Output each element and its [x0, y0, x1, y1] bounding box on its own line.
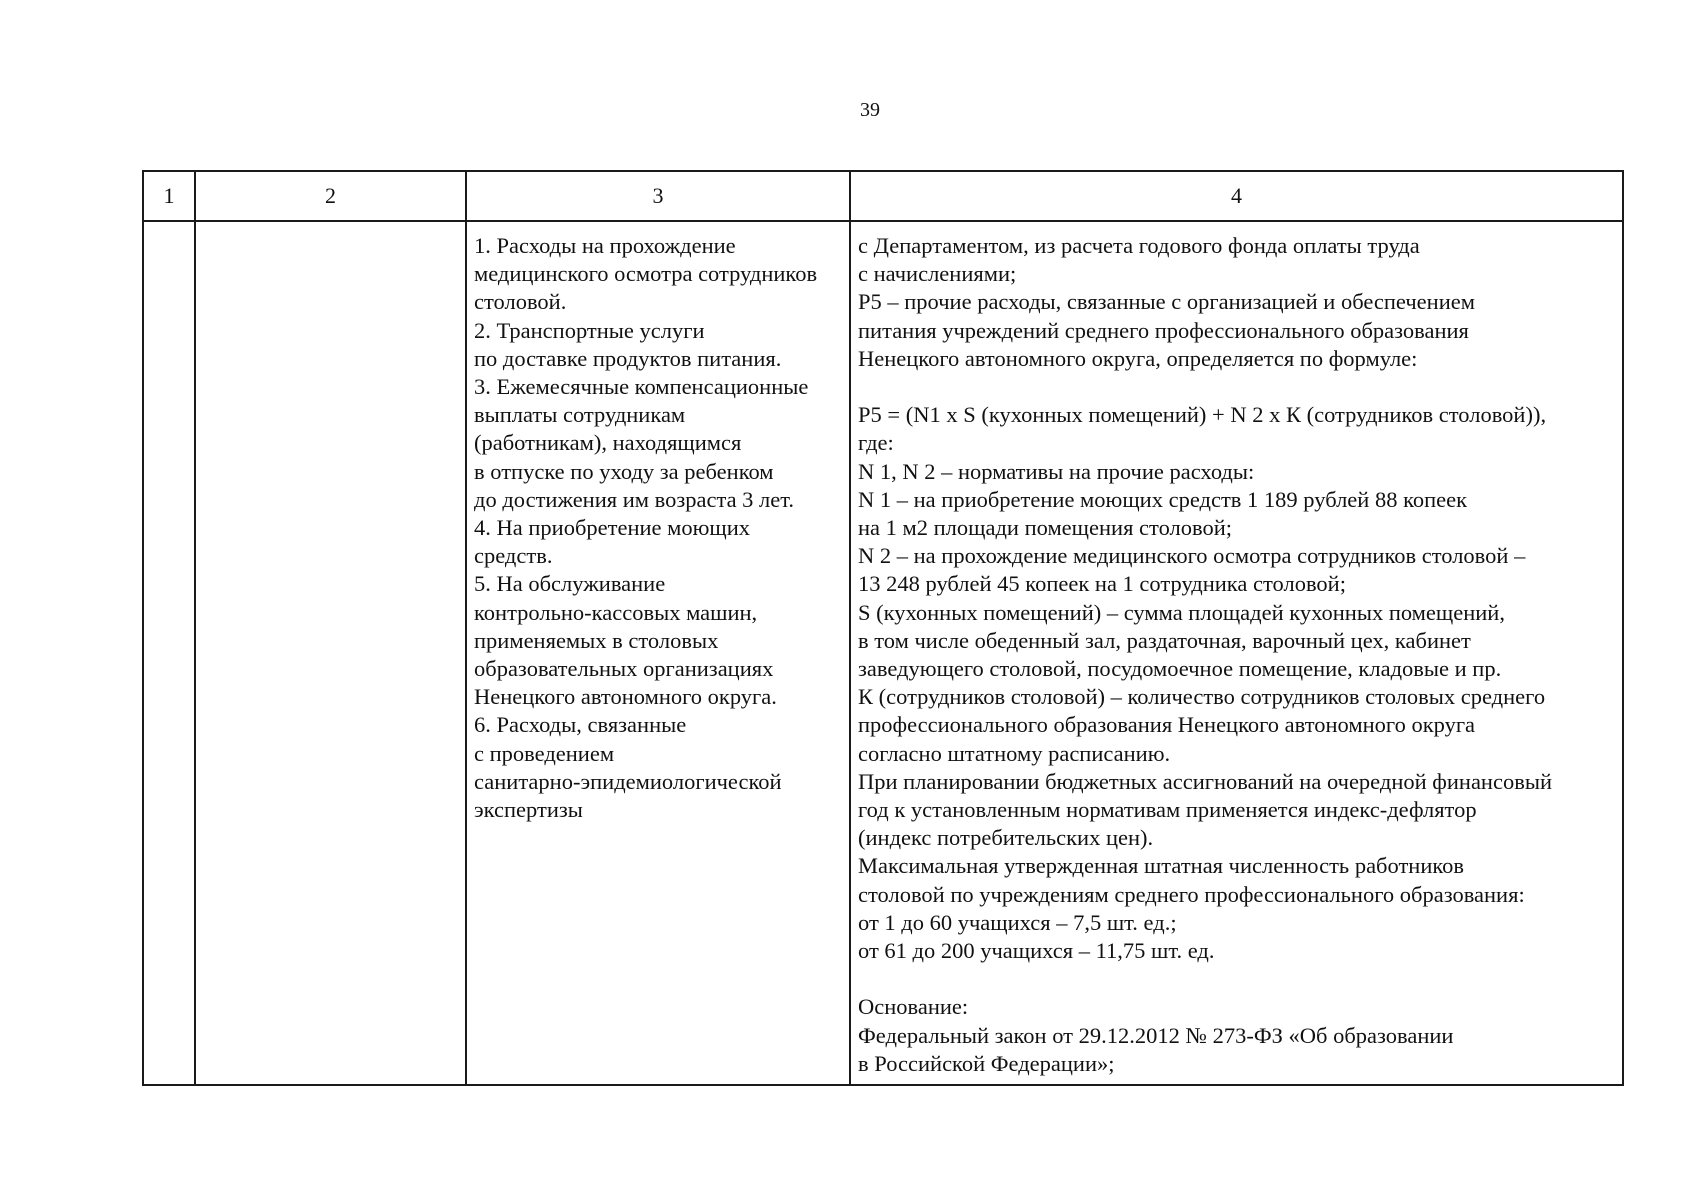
- col3-line: 2. Транспортные услуги: [474, 317, 705, 343]
- col3-line: санитарно-эпидемиологической: [474, 768, 782, 794]
- col4-line: согласно штатному расписанию.: [858, 740, 1171, 766]
- col4-line: Р5 – прочие расходы, связанные с организацией и обеспечением: [858, 289, 1475, 315]
- col4-line: N 1 – на приобретение моющих средств 1 189 рублей 88 копеек: [858, 486, 1468, 512]
- col3-line: 6. Расходы, связанные: [474, 712, 687, 738]
- col4-line: 13 248 рублей 45 копеек на 1 сотрудника столовой;: [858, 571, 1346, 597]
- col3-line: применяемых в столовых: [474, 627, 719, 653]
- col4-line: на 1 м2 площади помещения столовой;: [858, 515, 1233, 541]
- col3-line: столовой.: [474, 289, 567, 315]
- expense-items-text: [467, 222, 849, 824]
- col3-line: 4. На приобретение моющих: [474, 515, 751, 541]
- cell-col-3: [466, 221, 850, 1085]
- header-col-1: 1: [143, 171, 195, 221]
- cell-col-1: [143, 221, 195, 1085]
- col3-line: до достижения им возраста 3 лет.: [474, 486, 795, 512]
- col3-line: экспертизы: [474, 797, 583, 823]
- col3-line: Ненецкого автономного округа.: [474, 684, 777, 710]
- col4-line: с начислениями;: [858, 261, 1017, 287]
- col4-line: Ненецкого автономного округа, определяется по формуле:: [858, 345, 1418, 371]
- calculation-method-text: [851, 222, 1622, 1078]
- header-col-3: 3: [466, 171, 850, 221]
- col3-line: в отпуске по уходу за ребенком: [474, 458, 774, 484]
- col4-line: (индекс потребительских цен).: [858, 825, 1154, 851]
- col4-line: Основание:: [858, 994, 969, 1020]
- col4-line: в Российской Федерации»;: [858, 1050, 1115, 1076]
- col3-line: по доставке продуктов питания.: [474, 345, 782, 371]
- col4-line: N 2 – на прохождение медицинского осмотра сотрудников столовой –: [858, 543, 1526, 569]
- col4-line: год к установленным нормативам применяется индекс-дефлятор: [858, 797, 1477, 823]
- col4-line: Р5 = (N1 x S (кухонных помещений) + N 2 x К (сотрудников столовой)),: [858, 402, 1547, 428]
- col4-line: заведующего столовой, посудомоечное помещение, кладовые и пр.: [858, 656, 1502, 682]
- col4-line: питания учреждений среднего профессионального образования: [858, 317, 1469, 343]
- col3-line: 3. Ежемесячные компенсационные: [474, 374, 809, 400]
- col3-line: медицинского осмотра сотрудников: [474, 261, 818, 287]
- col3-line: с проведением: [474, 740, 615, 766]
- col3-line: 1. Расходы на прохождение: [474, 233, 736, 258]
- col4-line: Федеральный закон от 29.12.2012 № 273-ФЗ «Об образовании: [858, 1022, 1454, 1048]
- col4-line: N 1, N 2 – нормативы на прочие расходы:: [858, 458, 1255, 484]
- table-row: [143, 221, 1623, 1085]
- col4-line: [858, 965, 1616, 993]
- header-col-4: 4: [850, 171, 1623, 221]
- col4-line: Максимальная утвержденная штатная численность работников: [858, 853, 1465, 879]
- col4-line: от 61 до 200 учащихся – 11,75 шт. ед.: [858, 938, 1215, 964]
- col3-line: контрольно-кассовых машин,: [474, 599, 758, 625]
- header-col-2: 2: [195, 171, 466, 221]
- col4-line: в том числе обеденный зал, раздаточная, варочный цех, кабинет: [858, 627, 1471, 653]
- cell-col-4: [850, 221, 1623, 1085]
- col4-line: столовой по учреждениям среднего профессионального образования:: [858, 881, 1525, 907]
- col3-line: 5. На обслуживание: [474, 571, 666, 597]
- col4-line: с Департаментом, из расчета годового фонда оплаты труда: [858, 233, 1420, 258]
- col4-line: S (кухонных помещений) – сумма площадей кухонных помещений,: [858, 599, 1505, 625]
- col4-line: профессионального образования Ненецкого автономного округа: [858, 712, 1476, 738]
- col4-line: При планировании бюджетных ассигнований на очередной финансовый: [858, 768, 1552, 794]
- table-header-row: [143, 171, 1623, 221]
- col3-line: (работникам), находящимся: [474, 430, 742, 456]
- col4-line: [858, 373, 1616, 401]
- col3-line: образовательных организациях: [474, 656, 774, 682]
- cell-col-2: [195, 221, 466, 1085]
- col3-line: средств.: [474, 543, 553, 569]
- col3-line: выплаты сотрудникам: [474, 402, 686, 428]
- page-number: 39: [860, 99, 880, 121]
- col4-line: от 1 до 60 учащихся – 7,5 шт. ед.;: [858, 909, 1177, 935]
- data-table: [142, 170, 1624, 1086]
- col4-line: где:: [858, 430, 894, 456]
- col4-line: К (сотрудников столовой) – количество сотрудников столовых среднего: [858, 684, 1546, 710]
